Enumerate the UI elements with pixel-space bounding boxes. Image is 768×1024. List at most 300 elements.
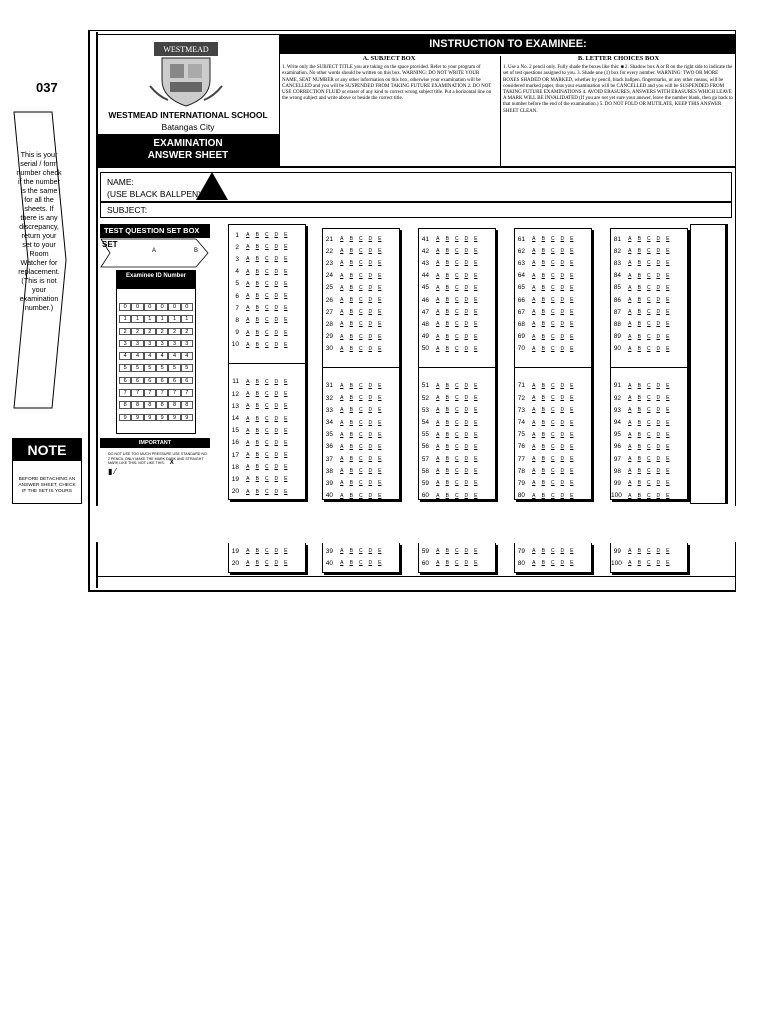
choice-bubble[interactable]: C <box>646 407 651 414</box>
choice-bubble[interactable]: B <box>255 280 259 287</box>
choice-bubble[interactable]: B <box>445 468 449 475</box>
choice-bubble[interactable]: D <box>560 395 565 402</box>
choice-bubble[interactable]: C <box>454 333 459 340</box>
choice-bubble[interactable]: B <box>349 272 353 279</box>
id-digit-bubble[interactable]: 7 <box>156 389 168 397</box>
choice-bubble[interactable]: C <box>358 260 363 267</box>
choice-bubble[interactable]: C <box>550 492 555 499</box>
choice-bubble[interactable]: D <box>656 345 661 352</box>
choice-bubble[interactable]: B <box>637 395 641 402</box>
choice-bubble[interactable]: A <box>436 345 440 352</box>
choice-bubble[interactable]: D <box>274 488 279 495</box>
choice-bubble[interactable]: B <box>445 419 449 426</box>
choice-bubble[interactable]: E <box>570 560 574 567</box>
id-digit-bubble[interactable]: 3 <box>144 340 156 348</box>
id-digit-bubble[interactable]: 3 <box>131 340 143 348</box>
choice-bubble[interactable]: A <box>532 395 536 402</box>
choice-bubble[interactable]: B <box>541 407 545 414</box>
choice-bubble[interactable]: E <box>284 548 288 555</box>
choice-bubble[interactable]: A <box>246 415 250 422</box>
choice-bubble[interactable]: D <box>274 464 279 471</box>
choice-bubble[interactable]: C <box>264 329 269 336</box>
set-option-a[interactable]: A <box>152 248 157 254</box>
id-digit-bubble[interactable]: 6 <box>144 377 156 385</box>
choice-bubble[interactable]: C <box>646 492 651 499</box>
choice-bubble[interactable]: A <box>340 248 344 255</box>
id-digit-bubble[interactable]: 7 <box>181 389 193 397</box>
id-digit-bubble[interactable]: 9 <box>181 414 193 422</box>
choice-bubble[interactable]: E <box>284 268 288 275</box>
choice-bubble[interactable]: C <box>358 236 363 243</box>
id-digit-bubble[interactable]: 2 <box>156 328 168 336</box>
id-digit-bubble[interactable]: 0 <box>181 303 193 311</box>
choice-bubble[interactable]: A <box>628 443 632 450</box>
choice-bubble[interactable]: D <box>560 321 565 328</box>
choice-bubble[interactable]: E <box>666 284 670 291</box>
choice-bubble[interactable]: D <box>656 382 661 389</box>
choice-bubble[interactable]: C <box>264 317 269 324</box>
choice-bubble[interactable]: A <box>436 456 440 463</box>
choice-bubble[interactable]: B <box>637 297 641 304</box>
id-digit-bubble[interactable]: 7 <box>131 389 143 397</box>
choice-bubble[interactable]: D <box>274 329 279 336</box>
choice-bubble[interactable]: D <box>560 456 565 463</box>
choice-bubble[interactable]: E <box>666 309 670 316</box>
choice-bubble[interactable]: B <box>349 480 353 487</box>
choice-bubble[interactable]: A <box>340 382 344 389</box>
choice-bubble[interactable]: C <box>646 560 651 567</box>
choice-bubble[interactable]: B <box>445 382 449 389</box>
choice-bubble[interactable]: B <box>445 297 449 304</box>
id-digit-bubble[interactable]: 4 <box>156 352 168 360</box>
choice-bubble[interactable]: B <box>349 382 353 389</box>
choice-bubble[interactable]: C <box>646 345 651 352</box>
choice-bubble[interactable]: D <box>464 297 469 304</box>
choice-bubble[interactable]: D <box>656 284 661 291</box>
id-digit-bubble[interactable]: 4 <box>131 352 143 360</box>
choice-bubble[interactable]: B <box>541 431 545 438</box>
choice-bubble[interactable]: A <box>246 268 250 275</box>
choice-bubble[interactable]: E <box>474 333 478 340</box>
choice-bubble[interactable]: B <box>255 329 259 336</box>
choice-bubble[interactable]: B <box>349 419 353 426</box>
choice-bubble[interactable]: A <box>340 272 344 279</box>
choice-bubble[interactable]: E <box>570 260 574 267</box>
choice-bubble[interactable]: A <box>628 284 632 291</box>
choice-bubble[interactable]: D <box>368 419 373 426</box>
choice-bubble[interactable]: A <box>628 407 632 414</box>
choice-bubble[interactable]: C <box>454 309 459 316</box>
choice-bubble[interactable]: E <box>474 260 478 267</box>
choice-bubble[interactable]: C <box>264 232 269 239</box>
choice-bubble[interactable]: D <box>464 468 469 475</box>
choice-bubble[interactable]: E <box>378 321 382 328</box>
choice-bubble[interactable]: B <box>349 548 353 555</box>
choice-bubble[interactable]: D <box>464 431 469 438</box>
choice-bubble[interactable]: E <box>666 248 670 255</box>
choice-bubble[interactable]: D <box>560 333 565 340</box>
choice-bubble[interactable]: E <box>474 345 478 352</box>
choice-bubble[interactable]: C <box>454 321 459 328</box>
choice-bubble[interactable]: D <box>464 407 469 414</box>
choice-bubble[interactable]: C <box>264 415 269 422</box>
choice-bubble[interactable]: A <box>436 480 440 487</box>
choice-bubble[interactable]: C <box>550 321 555 328</box>
choice-bubble[interactable]: A <box>532 480 536 487</box>
choice-bubble[interactable]: E <box>666 260 670 267</box>
choice-bubble[interactable]: E <box>666 419 670 426</box>
choice-bubble[interactable]: A <box>628 419 632 426</box>
choice-bubble[interactable]: E <box>474 456 478 463</box>
choice-bubble[interactable]: C <box>454 284 459 291</box>
choice-bubble[interactable]: E <box>666 236 670 243</box>
choice-bubble[interactable]: C <box>358 333 363 340</box>
choice-bubble[interactable]: D <box>368 284 373 291</box>
choice-bubble[interactable]: D <box>560 284 565 291</box>
choice-bubble[interactable]: E <box>474 284 478 291</box>
choice-bubble[interactable]: C <box>358 443 363 450</box>
id-digit-bubble[interactable]: 4 <box>119 352 131 360</box>
id-digit-bubble[interactable]: 2 <box>181 328 193 336</box>
id-digit-bubble[interactable]: 8 <box>144 401 156 409</box>
choice-bubble[interactable]: E <box>666 548 670 555</box>
choice-bubble[interactable]: A <box>532 443 536 450</box>
choice-bubble[interactable]: E <box>666 297 670 304</box>
id-digit-bubble[interactable]: 5 <box>156 364 168 372</box>
choice-bubble[interactable]: D <box>464 548 469 555</box>
choice-bubble[interactable]: C <box>358 395 363 402</box>
choice-bubble[interactable]: A <box>436 321 440 328</box>
choice-bubble[interactable]: C <box>646 236 651 243</box>
choice-bubble[interactable]: E <box>284 560 288 567</box>
choice-bubble[interactable]: C <box>550 419 555 426</box>
choice-bubble[interactable]: E <box>570 248 574 255</box>
choice-bubble[interactable]: A <box>246 341 250 348</box>
choice-bubble[interactable]: A <box>246 280 250 287</box>
choice-bubble[interactable]: E <box>570 407 574 414</box>
choice-bubble[interactable]: A <box>628 468 632 475</box>
choice-bubble[interactable]: D <box>560 468 565 475</box>
choice-bubble[interactable]: D <box>368 345 373 352</box>
choice-bubble[interactable]: D <box>368 468 373 475</box>
choice-bubble[interactable]: A <box>340 321 344 328</box>
choice-bubble[interactable]: D <box>560 560 565 567</box>
choice-bubble[interactable]: A <box>340 443 344 450</box>
choice-bubble[interactable]: C <box>358 419 363 426</box>
choice-bubble[interactable]: E <box>284 329 288 336</box>
choice-bubble[interactable]: C <box>264 476 269 483</box>
choice-bubble[interactable]: A <box>436 309 440 316</box>
choice-bubble[interactable]: A <box>246 403 250 410</box>
choice-bubble[interactable]: A <box>340 345 344 352</box>
choice-bubble[interactable]: C <box>454 395 459 402</box>
id-digit-bubble[interactable]: 3 <box>156 340 168 348</box>
choice-bubble[interactable]: A <box>436 468 440 475</box>
choice-bubble[interactable]: B <box>637 548 641 555</box>
choice-bubble[interactable]: C <box>646 443 651 450</box>
choice-bubble[interactable]: D <box>656 492 661 499</box>
choice-bubble[interactable]: A <box>246 439 250 446</box>
choice-bubble[interactable]: A <box>246 452 250 459</box>
choice-bubble[interactable]: D <box>464 248 469 255</box>
choice-bubble[interactable]: A <box>340 431 344 438</box>
id-digit-bubble[interactable]: 4 <box>181 352 193 360</box>
choice-bubble[interactable]: B <box>349 431 353 438</box>
choice-bubble[interactable]: E <box>284 305 288 312</box>
choice-bubble[interactable]: C <box>550 345 555 352</box>
id-digit-bubble[interactable]: 1 <box>156 315 168 323</box>
choice-bubble[interactable]: A <box>246 476 250 483</box>
choice-bubble[interactable]: D <box>368 260 373 267</box>
choice-bubble[interactable]: B <box>349 395 353 402</box>
choice-bubble[interactable]: B <box>637 382 641 389</box>
choice-bubble[interactable]: B <box>349 456 353 463</box>
choice-bubble[interactable]: C <box>454 382 459 389</box>
choice-bubble[interactable]: A <box>628 548 632 555</box>
choice-bubble[interactable]: B <box>349 309 353 316</box>
choice-bubble[interactable]: C <box>550 431 555 438</box>
choice-bubble[interactable]: C <box>358 309 363 316</box>
id-digit-bubble[interactable]: 7 <box>168 389 180 397</box>
choice-bubble[interactable]: D <box>656 321 661 328</box>
choice-bubble[interactable]: C <box>454 492 459 499</box>
choice-bubble[interactable]: D <box>274 427 279 434</box>
choice-bubble[interactable]: D <box>656 260 661 267</box>
choice-bubble[interactable]: C <box>454 260 459 267</box>
choice-bubble[interactable]: A <box>340 395 344 402</box>
choice-bubble[interactable]: B <box>349 248 353 255</box>
choice-bubble[interactable]: B <box>637 443 641 450</box>
choice-bubble[interactable]: D <box>656 419 661 426</box>
choice-bubble[interactable]: E <box>284 403 288 410</box>
subject-field[interactable] <box>100 202 732 218</box>
id-digit-bubble[interactable]: 9 <box>144 414 156 422</box>
choice-bubble[interactable]: C <box>550 480 555 487</box>
choice-bubble[interactable]: E <box>474 382 478 389</box>
choice-bubble[interactable]: D <box>560 548 565 555</box>
choice-bubble[interactable]: B <box>637 456 641 463</box>
choice-bubble[interactable]: C <box>264 244 269 251</box>
choice-bubble[interactable]: B <box>255 244 259 251</box>
choice-bubble[interactable]: B <box>541 456 545 463</box>
id-digit-bubble[interactable]: 0 <box>131 303 143 311</box>
choice-bubble[interactable]: E <box>570 480 574 487</box>
choice-bubble[interactable]: A <box>340 419 344 426</box>
choice-bubble[interactable]: A <box>436 560 440 567</box>
choice-bubble[interactable]: E <box>284 280 288 287</box>
choice-bubble[interactable]: B <box>445 456 449 463</box>
choice-bubble[interactable]: C <box>358 345 363 352</box>
choice-bubble[interactable]: B <box>541 468 545 475</box>
choice-bubble[interactable]: A <box>246 548 250 555</box>
choice-bubble[interactable]: E <box>378 236 382 243</box>
choice-bubble[interactable]: C <box>264 268 269 275</box>
id-digit-bubble[interactable]: 1 <box>181 315 193 323</box>
choice-bubble[interactable]: E <box>666 456 670 463</box>
choice-bubble[interactable]: E <box>378 333 382 340</box>
choice-bubble[interactable]: B <box>349 321 353 328</box>
choice-bubble[interactable]: E <box>378 419 382 426</box>
choice-bubble[interactable]: D <box>368 407 373 414</box>
choice-bubble[interactable]: E <box>378 407 382 414</box>
choice-bubble[interactable]: E <box>570 321 574 328</box>
choice-bubble[interactable]: D <box>368 443 373 450</box>
choice-bubble[interactable]: C <box>358 284 363 291</box>
choice-bubble[interactable]: E <box>378 560 382 567</box>
choice-bubble[interactable]: A <box>246 560 250 567</box>
choice-bubble[interactable]: B <box>541 236 545 243</box>
id-digit-bubble[interactable]: 5 <box>144 364 156 372</box>
choice-bubble[interactable]: D <box>464 309 469 316</box>
choice-bubble[interactable]: C <box>358 480 363 487</box>
choice-bubble[interactable]: A <box>532 297 536 304</box>
choice-bubble[interactable]: C <box>646 260 651 267</box>
choice-bubble[interactable]: C <box>264 305 269 312</box>
choice-bubble[interactable]: B <box>637 272 641 279</box>
choice-bubble[interactable]: A <box>628 560 632 567</box>
choice-bubble[interactable]: D <box>464 480 469 487</box>
choice-bubble[interactable]: C <box>646 284 651 291</box>
choice-bubble[interactable]: C <box>358 407 363 414</box>
choice-bubble[interactable]: E <box>666 480 670 487</box>
choice-bubble[interactable]: C <box>646 419 651 426</box>
choice-bubble[interactable]: D <box>368 297 373 304</box>
choice-bubble[interactable]: E <box>474 419 478 426</box>
choice-bubble[interactable]: D <box>656 272 661 279</box>
choice-bubble[interactable]: E <box>570 443 574 450</box>
choice-bubble[interactable]: A <box>436 395 440 402</box>
choice-bubble[interactable]: E <box>666 431 670 438</box>
choice-bubble[interactable]: A <box>246 256 250 263</box>
choice-bubble[interactable]: A <box>532 560 536 567</box>
choice-bubble[interactable]: A <box>532 468 536 475</box>
choice-bubble[interactable]: D <box>656 248 661 255</box>
choice-bubble[interactable]: B <box>541 248 545 255</box>
id-digit-bubble[interactable]: 5 <box>168 364 180 372</box>
choice-bubble[interactable]: B <box>445 321 449 328</box>
id-digit-bubble[interactable]: 8 <box>119 401 131 409</box>
choice-bubble[interactable]: E <box>284 317 288 324</box>
id-digit-bubble[interactable]: 3 <box>168 340 180 348</box>
choice-bubble[interactable]: E <box>284 427 288 434</box>
choice-bubble[interactable]: B <box>637 260 641 267</box>
choice-bubble[interactable]: D <box>274 403 279 410</box>
id-digit-bubble[interactable]: 1 <box>168 315 180 323</box>
choice-bubble[interactable]: D <box>274 293 279 300</box>
choice-bubble[interactable]: E <box>378 297 382 304</box>
choice-bubble[interactable]: C <box>646 272 651 279</box>
choice-bubble[interactable]: D <box>464 236 469 243</box>
choice-bubble[interactable]: A <box>436 382 440 389</box>
choice-bubble[interactable]: E <box>666 443 670 450</box>
choice-bubble[interactable]: E <box>284 476 288 483</box>
choice-bubble[interactable]: A <box>246 464 250 471</box>
choice-bubble[interactable]: B <box>445 309 449 316</box>
choice-bubble[interactable]: C <box>550 443 555 450</box>
set-option-b[interactable]: B <box>194 248 199 254</box>
choice-bubble[interactable]: D <box>368 548 373 555</box>
choice-bubble[interactable]: A <box>532 548 536 555</box>
choice-bubble[interactable]: A <box>436 419 440 426</box>
id-digit-bubble[interactable]: 4 <box>168 352 180 360</box>
choice-bubble[interactable]: A <box>246 232 250 239</box>
choice-bubble[interactable]: C <box>358 248 363 255</box>
choice-bubble[interactable]: D <box>368 272 373 279</box>
choice-bubble[interactable]: A <box>628 492 632 499</box>
choice-bubble[interactable]: E <box>284 488 288 495</box>
id-digit-bubble[interactable]: 6 <box>131 377 143 385</box>
choice-bubble[interactable]: A <box>340 297 344 304</box>
choice-bubble[interactable]: C <box>264 427 269 434</box>
choice-bubble[interactable]: C <box>646 309 651 316</box>
choice-bubble[interactable]: C <box>454 431 459 438</box>
choice-bubble[interactable]: A <box>532 407 536 414</box>
choice-bubble[interactable]: A <box>436 407 440 414</box>
id-digit-bubble[interactable]: 0 <box>156 303 168 311</box>
choice-bubble[interactable]: B <box>349 468 353 475</box>
id-digit-bubble[interactable]: 5 <box>131 364 143 372</box>
choice-bubble[interactable]: B <box>445 272 449 279</box>
choice-bubble[interactable]: D <box>560 236 565 243</box>
choice-bubble[interactable]: B <box>349 333 353 340</box>
choice-bubble[interactable]: B <box>445 333 449 340</box>
choice-bubble[interactable]: C <box>264 560 269 567</box>
choice-bubble[interactable]: B <box>637 309 641 316</box>
choice-bubble[interactable]: C <box>264 341 269 348</box>
choice-bubble[interactable]: D <box>464 395 469 402</box>
choice-bubble[interactable]: A <box>436 248 440 255</box>
choice-bubble[interactable]: E <box>378 492 382 499</box>
choice-bubble[interactable]: E <box>474 443 478 450</box>
choice-bubble[interactable]: B <box>541 297 545 304</box>
choice-bubble[interactable]: A <box>436 284 440 291</box>
id-digit-bubble[interactable]: 1 <box>144 315 156 323</box>
choice-bubble[interactable]: B <box>637 345 641 352</box>
choice-bubble[interactable]: B <box>445 260 449 267</box>
choice-bubble[interactable]: E <box>570 395 574 402</box>
choice-bubble[interactable]: E <box>474 309 478 316</box>
choice-bubble[interactable]: B <box>541 333 545 340</box>
choice-bubble[interactable]: A <box>340 456 344 463</box>
choice-bubble[interactable]: C <box>358 297 363 304</box>
choice-bubble[interactable]: A <box>436 431 440 438</box>
choice-bubble[interactable]: D <box>656 431 661 438</box>
id-digit-bubble[interactable]: 9 <box>168 414 180 422</box>
choice-bubble[interactable]: B <box>541 345 545 352</box>
choice-bubble[interactable]: E <box>284 452 288 459</box>
choice-bubble[interactable]: D <box>274 378 279 385</box>
choice-bubble[interactable]: B <box>445 548 449 555</box>
choice-bubble[interactable]: B <box>637 321 641 328</box>
choice-bubble[interactable]: D <box>464 260 469 267</box>
id-digit-bubble[interactable]: 5 <box>181 364 193 372</box>
choice-bubble[interactable]: C <box>550 284 555 291</box>
choice-bubble[interactable]: A <box>246 293 250 300</box>
choice-bubble[interactable]: A <box>628 431 632 438</box>
id-digit-bubble[interactable]: 4 <box>144 352 156 360</box>
choice-bubble[interactable]: E <box>570 431 574 438</box>
choice-bubble[interactable]: C <box>264 280 269 287</box>
choice-bubble[interactable]: C <box>454 236 459 243</box>
choice-bubble[interactable]: E <box>378 431 382 438</box>
choice-bubble[interactable]: E <box>666 272 670 279</box>
choice-bubble[interactable]: D <box>560 431 565 438</box>
choice-bubble[interactable]: E <box>570 272 574 279</box>
choice-bubble[interactable]: A <box>532 260 536 267</box>
choice-bubble[interactable]: B <box>255 293 259 300</box>
id-digit-bubble[interactable]: 3 <box>181 340 193 348</box>
choice-bubble[interactable]: A <box>628 272 632 279</box>
